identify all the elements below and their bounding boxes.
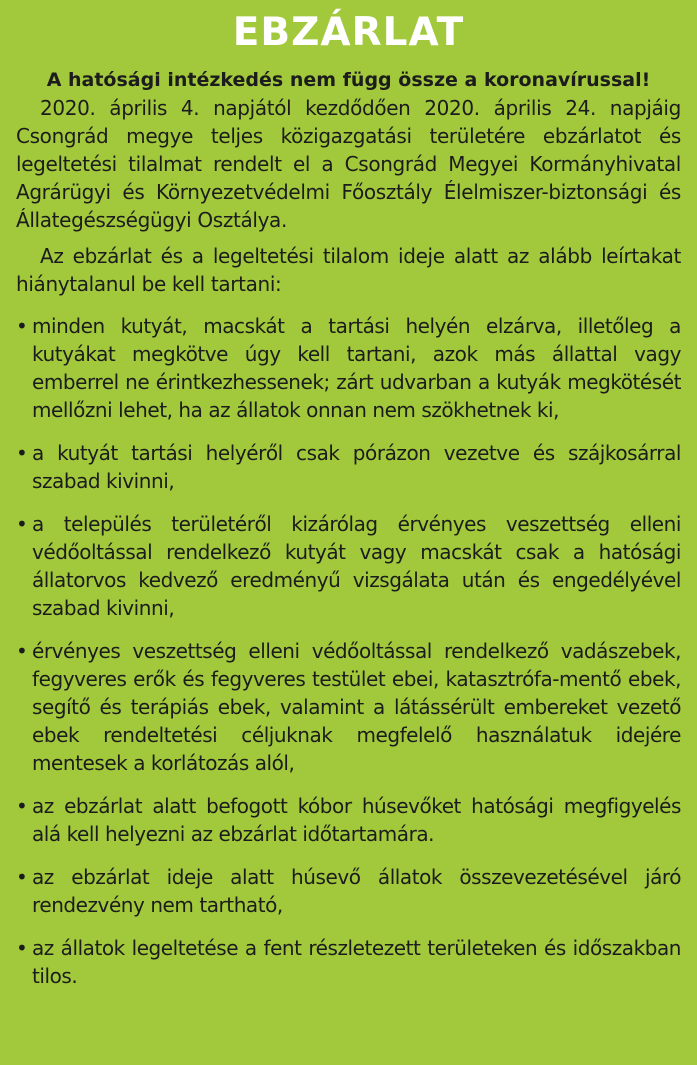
bullet-icon: • [16, 441, 28, 465]
rule-text: a település területéről kizárólag érvényes veszettség elleni védőoltással rendelkező kutyát vagy macskát csak a hatósági állatorvos kedvező eredményű vizsgálata után és engedélyével szabad kivinni, [32, 512, 681, 620]
rule-text: az állatok legeltetése a fent részletezett területeken és időszakban tilos. [32, 936, 681, 988]
intro-paragraph: 2020. április 4. napjától kezdődően 2020. április 24. napjáig Csongrád megye teljes közigazgatási területére ebzárlatot és legeltetési tilalmat rendelt el a Csongrád Megyei Kormányhivatal Agrárügyi és Környezetvédelmi Főosztály Élelmiszer-biztonsági és Állategészségügyi Osztálya. [16, 96, 681, 232]
rule-text: az ebzárlat alatt befogott kóbor húsevőket hatósági megfigyelés alá kell helyezni az ebzárlat időtartamára. [32, 794, 681, 846]
rule-item [16, 863, 681, 919]
rule-item [16, 312, 681, 424]
rule-text: az ebzárlat ideje alatt húsevő állatok összevezetésével járó rendezvény nem tartható, [32, 865, 681, 917]
rules-list [16, 312, 681, 990]
rule-item [16, 792, 681, 848]
bullet-icon: • [16, 314, 28, 338]
bullet-icon: • [16, 936, 28, 960]
notice-title: EBZÁRLAT [232, 10, 465, 55]
notice-subtitle: A hatósági intézkedés nem függ össze a koronavírussal! [46, 69, 651, 91]
bullet-icon: • [16, 512, 28, 536]
rule-item [16, 934, 681, 990]
bullet-icon: • [16, 865, 28, 889]
rule-text: minden kutyát, macskát a tartási helyén elzárva, illetőleg a kutyákat megkötve úgy kell tartani, azok más állattal vagy emberrel ne érintkezhessenek; zárt udvarban a kutyák megkötését mellőzni lehet, ha az állatok onnan nem szökhetnek ki, [32, 314, 681, 422]
rules-lead-paragraph: Az ebzárlat és a legeltetési tilalom ideje alatt az alább leírtakat hiánytalanul be kell tartani: [16, 244, 681, 296]
bullet-icon: • [16, 639, 28, 663]
rule-text: a kutyát tartási helyéről csak pórázon vezetve és szájkosárral szabad kivinni, [32, 441, 681, 493]
bullet-icon: • [16, 794, 28, 818]
rule-item [16, 637, 681, 777]
rule-item [16, 439, 681, 495]
rule-item [16, 510, 681, 622]
rule-text: érvényes veszettség elleni védőoltással rendelkező vadászebek, fegyveres erők és fegyveres testület ebei, katasztrófa-mentő ebek, segítő és terápiás ebek, valamint a látássérült embereket vezető ebek rendeltetési céljuknak megfelelő használatuk idejére mentesek a korlátozás alól, [32, 639, 681, 775]
